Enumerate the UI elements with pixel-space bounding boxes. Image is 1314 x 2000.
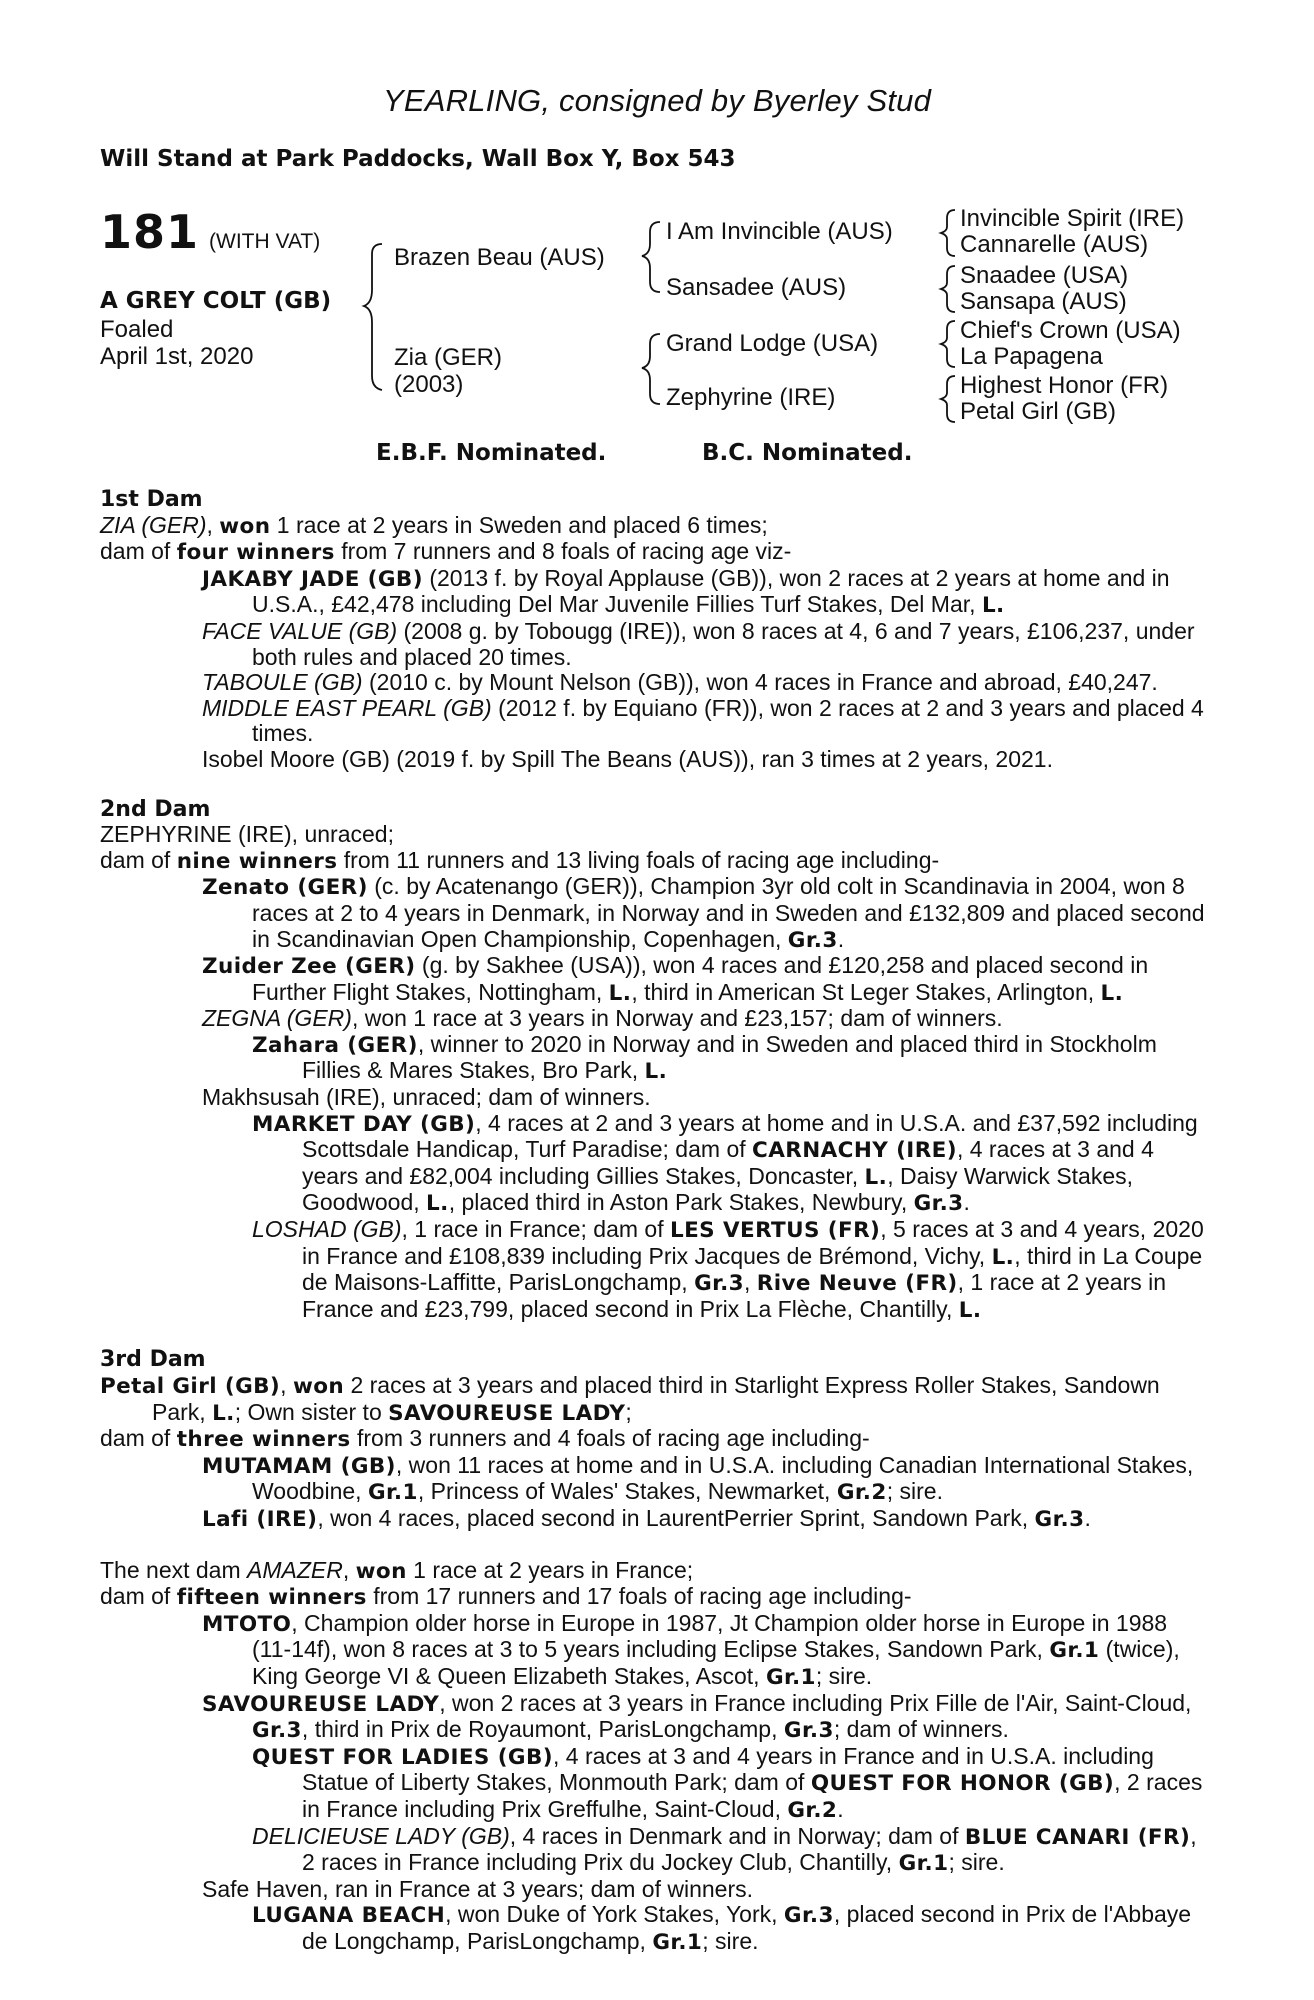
- produce-entry: [100, 1691, 1210, 1744]
- bold-text: won: [292, 1374, 345, 1399]
- bold-text: JAKABY JADE (GB): [202, 566, 423, 592]
- produce-entry: [100, 953, 1210, 1006]
- pedigree-gen3-5: Chief's Crown (USA): [960, 317, 1181, 344]
- italic-text: TABOULE (GB): [202, 669, 363, 696]
- text-run: , Champion older horse in Europe in 1987, Jt Champion older horse in Europe in 1988 (11-14f), won 8 races at 3 to 5 years including Eclipse Stakes, Sandown Park,: [252, 1609, 1174, 1663]
- text-run: , won 11 races at home and in U.S.A. including Canadian International Stakes, Woodbine,: [252, 1451, 1200, 1505]
- brace-sire: [642, 222, 660, 292]
- text-run: ,: [206, 511, 220, 538]
- bold-text: Gr.3: [787, 927, 838, 953]
- text-run: Safe Haven, ran in France at 3 years; dam of winners.: [202, 1875, 753, 1902]
- produce-entry: [100, 1032, 1210, 1085]
- text-run: dam of: [100, 846, 177, 873]
- text-run: , third in Prix de Royaumont, ParisLongchamp,: [301, 1716, 784, 1743]
- bold-text: Gr.3: [252, 1718, 302, 1744]
- second-dam-line: [100, 822, 1210, 848]
- bold-text: L.: [426, 1191, 449, 1217]
- italic-text: LOSHAD (GB): [252, 1216, 402, 1243]
- text-run: , third in American St Leger Stakes, Arlington,: [631, 978, 1101, 1005]
- brace-main: [364, 244, 382, 390]
- text-run: ;: [625, 1398, 632, 1425]
- produce-entry: [100, 1111, 1210, 1217]
- brace-g3-1: [941, 210, 955, 256]
- text-run: (twice), King George VI & Queen Elizabeth Stakes, Ascot,: [252, 1636, 1187, 1689]
- lot-number: 181: [100, 205, 200, 259]
- consignment-line: YEARLING, consigned by Byerley Stud: [382, 83, 932, 118]
- text-run: from 3 runners and 4 foals of racing age including-: [350, 1425, 870, 1452]
- bc-nominated: B.C. Nominated.: [702, 440, 913, 466]
- text-run: , 1 race in France; dam of: [401, 1216, 670, 1243]
- bold-text: Gr.1: [765, 1664, 816, 1690]
- bold-text: Rive Neuve (FR): [756, 1271, 958, 1297]
- text-run: ; dam of winners.: [833, 1716, 1009, 1743]
- bold-text: MARKET DAY (GB): [252, 1111, 476, 1137]
- text-run: .: [837, 925, 845, 952]
- bold-text: QUEST FOR HONOR (GB): [810, 1771, 1115, 1797]
- bold-text: fifteen winners: [176, 1585, 367, 1611]
- bold-text: nine winners: [176, 848, 338, 874]
- third-dam-heading: 3rd Dam: [100, 1347, 206, 1373]
- text-run: , third in La Coupe de Maisons-Laffitte, ParisLongchamp,: [302, 1242, 1209, 1296]
- text-run: , won 1 race at 3 years in Norway and £23,157; dam of winners.: [351, 1005, 1003, 1032]
- text-run: ,: [342, 1556, 356, 1583]
- text-run: , 4 races at 3 and 4 years in France and in U.S.A. including Statue of Liberty Stakes, Monmouth Park; dam of: [302, 1742, 1161, 1796]
- first-dam-heading: 1st Dam: [100, 487, 203, 512]
- text-run: ; sire.: [815, 1662, 873, 1689]
- family-details: [100, 487, 1210, 1955]
- pedigree-gen3-4: Sansapa (AUS): [960, 288, 1127, 315]
- bold-text: Gr.3: [783, 1903, 834, 1929]
- text-run: , placed third in Aston Park Stakes, Newbury,: [448, 1189, 914, 1216]
- bold-text: Gr.1: [367, 1480, 418, 1506]
- bold-text: Gr.3: [694, 1271, 744, 1297]
- brace-g3-4: [941, 376, 955, 422]
- pedigree-sire: Brazen Beau (AUS): [394, 244, 605, 271]
- pedigree-gen3-8: Petal Girl (GB): [960, 398, 1117, 425]
- text-run: (g. by Sakhee (USA)), won 4 races and £120,258 and placed second in Further Flight Stakes, Nottingham,: [252, 952, 1155, 1005]
- bold-text: L.: [958, 1297, 982, 1323]
- text-run: , 2 races in France including Prix du Jockey Club, Chantilly,: [302, 1822, 1203, 1876]
- bold-text: SAVOUREUSE LADY: [388, 1400, 626, 1426]
- produce-entry: [100, 619, 1210, 670]
- text-run: , 4 races in Denmark and in Norway; dam of: [509, 1822, 965, 1849]
- bold-text: Zahara (GER): [252, 1032, 418, 1058]
- produce-entry: [100, 1877, 1210, 1903]
- pedigree-sire-dam: Sansadee (AUS): [666, 274, 847, 301]
- third-dam-line: [100, 1373, 1210, 1426]
- produce-entry: [100, 670, 1210, 696]
- pedigree-gen3-1: Invincible Spirit (IRE): [960, 205, 1185, 232]
- second-dam-produce-line: [100, 848, 1210, 875]
- text-run: Makhsusah (IRE), unraced; dam of winners.: [202, 1084, 651, 1111]
- text-run: ; sire.: [886, 1478, 943, 1505]
- text-run: ,: [280, 1372, 293, 1398]
- pedigree-dam: [394, 344, 502, 398]
- text-run: , placed second in Prix de l'Abbaye de Longchamp, ParisLongchamp,: [302, 1901, 1198, 1954]
- bold-text: LUGANA BEACH: [252, 1903, 446, 1929]
- produce-entry: [100, 1506, 1210, 1533]
- bold-text: Gr.1: [898, 1851, 949, 1877]
- bold-text: won: [219, 513, 271, 539]
- text-run: dam of: [100, 1583, 177, 1610]
- italic-text: MIDDLE EAST PEARL (GB): [202, 694, 492, 721]
- brace-dam: [642, 334, 660, 404]
- bold-text: Gr.3: [783, 1718, 834, 1744]
- stand-location: Will Stand at Park Paddocks, Wall Box Y, Box 543: [100, 146, 736, 172]
- bold-text: MTOTO: [202, 1611, 292, 1637]
- produce-entry: [100, 1824, 1210, 1877]
- text-run: (c. by Acatenango (GER)), Champion 3yr old colt in Scandinavia in 2004, won 8 races at 2 to 4 years in Denmark, in Norway and in Sweden and £132,809 and placed second in Scandinavian Open Championship, Copenhagen,: [252, 873, 1211, 952]
- text-run: ZEPHYRINE (IRE), unraced;: [100, 821, 394, 848]
- text-run: 1 race at 2 years in Sweden and placed 6 times;: [270, 511, 768, 538]
- text-run: , Princess of Wales' Stakes, Newmarket,: [417, 1478, 837, 1505]
- italic-text: DELICIEUSE LADY (GB): [252, 1822, 510, 1849]
- text-run: , 5 races at 3 and 4 years, 2020 in France and £108,839 including Prix Jacques de Brémond, Vichy,: [302, 1216, 1211, 1269]
- bold-text: Petal Girl (GB): [100, 1374, 281, 1399]
- produce-entry: [100, 696, 1210, 747]
- text-run: , Daisy Warwick Stakes, Goodwood,: [302, 1162, 1140, 1216]
- bold-text: Zuider Zee (GER): [202, 954, 416, 980]
- foaled-label: Foaled: [100, 316, 174, 343]
- bold-text: MUTAMAM (GB): [202, 1453, 396, 1479]
- italic-text: ZEGNA (GER): [202, 1005, 352, 1032]
- bold-text: Gr.1: [652, 1929, 703, 1955]
- produce-entry: [100, 1453, 1210, 1506]
- bold-text: L.: [644, 1059, 668, 1085]
- bold-text: Lafi (IRE): [202, 1506, 318, 1532]
- text-run: .: [837, 1795, 844, 1822]
- bold-text: Gr.1: [1049, 1638, 1100, 1664]
- italic-text: ZIA (GER): [100, 511, 207, 538]
- text-run: , 1 race at 2 years in France and £23,799, placed second in Prix La Flèche, Chantilly,: [302, 1269, 1173, 1322]
- bold-text: L.: [212, 1400, 235, 1426]
- italic-text: FACE VALUE (GB): [202, 617, 398, 644]
- pedigree-sire-sire: I Am Invincible (AUS): [666, 218, 893, 245]
- produce-entry: [100, 1006, 1210, 1032]
- text-run: (2008 g. by Tobougg (IRE)), won 8 races at 4, 6 and 7 years, £106,237, under both rules and placed 20 times.: [252, 617, 1201, 670]
- bold-text: SAVOUREUSE LADY: [202, 1691, 440, 1717]
- pedigree-gen3-6: La Papagena: [960, 343, 1103, 370]
- text-run: .: [1084, 1504, 1091, 1531]
- bold-text: L.: [864, 1164, 888, 1190]
- produce-entry: [100, 1611, 1210, 1691]
- text-run: (2012 f. by Equiano (FR)), won 2 races at 2 and 3 years and placed 4 times.: [252, 694, 1211, 747]
- text-run: dam of: [100, 1425, 177, 1452]
- text-run: (2010 c. by Mount Nelson (GB)), won 4 races in France and abroad, £40,247.: [362, 669, 1158, 696]
- bold-text: Gr.2: [787, 1797, 838, 1823]
- first-dam-line: [100, 513, 1210, 540]
- bold-text: BLUE CANARI (FR): [964, 1824, 1191, 1850]
- bold-text: three winners: [176, 1427, 351, 1453]
- vat-label: (WITH VAT): [209, 230, 321, 253]
- pedigree-dam-dam: Zephyrine (IRE): [666, 384, 836, 411]
- first-dam-produce-line: [100, 539, 1210, 566]
- bold-text: Gr.3: [1034, 1506, 1085, 1532]
- text-run: (2013 f. by Royal Applause (GB)), won 2 races at 2 years at home and in U.S.A., £42,478 including Del Mar Juvenile Fillies Turf Stakes, Del Mar,: [252, 564, 1176, 618]
- produce-entry: [100, 566, 1210, 619]
- italic-text: AMAZER: [247, 1556, 343, 1583]
- produce-entry: [100, 1744, 1210, 1824]
- bold-text: Gr.2: [836, 1480, 887, 1506]
- text-run: dam of: [100, 538, 177, 565]
- pedigree-gen3-7: Highest Honor (FR): [960, 372, 1169, 399]
- produce-entry: [100, 874, 1210, 953]
- text-run: , won Duke of York Stakes, York,: [445, 1901, 784, 1928]
- text-run: from 17 runners and 17 foals of racing age including-: [366, 1583, 912, 1610]
- ebf-nominated: E.B.F. Nominated.: [376, 440, 607, 466]
- pedigree-dam-sire: Grand Lodge (USA): [666, 330, 879, 357]
- bold-text: QUEST FOR LADIES (GB): [252, 1744, 553, 1770]
- bold-text: won: [355, 1558, 407, 1584]
- pedigree-dam-name: Zia (GER): [394, 344, 502, 371]
- produce-entry: [100, 1217, 1210, 1323]
- bold-text: Gr.3: [913, 1191, 964, 1217]
- bold-text: Zenato (GER): [202, 875, 368, 901]
- text-run: , winner to 2020 in Norway and in Sweden and placed third in Stockholm Fillies & Mares Stakes, Bro Park,: [302, 1030, 1164, 1084]
- brace-g3-2: [941, 266, 955, 312]
- text-run: ; Own sister to: [234, 1398, 389, 1425]
- text-run: from 11 runners and 13 living foals of racing age including-: [337, 846, 940, 873]
- bold-text: LES VERTUS (FR): [669, 1218, 881, 1244]
- bold-text: L.: [991, 1244, 1015, 1270]
- text-run: .: [963, 1189, 970, 1216]
- text-run: ,: [744, 1269, 757, 1296]
- bold-text: four winners: [176, 540, 335, 566]
- text-run: 2 races at 3 years and placed third in Starlight Express Roller Stakes, Sandown Park,: [152, 1372, 1167, 1425]
- pedigree-dam-year: (2003): [394, 371, 464, 398]
- text-run: ; sire.: [702, 1927, 759, 1954]
- text-run: The next dam: [100, 1556, 248, 1583]
- foaled-info: [100, 316, 253, 370]
- pedigree-gen3-3: Snaadee (USA): [960, 262, 1129, 289]
- lot-header: [100, 205, 320, 259]
- text-run: , won 4 races, placed second in LaurentPerrier Sprint, Sandown Park,: [317, 1504, 1035, 1531]
- bold-text: CARNACHY (IRE): [752, 1138, 957, 1164]
- text-run: , 4 races at 3 and 4 years and £82,004 including Gillies Stakes, Doncaster,: [302, 1136, 1161, 1189]
- bold-text: L.: [608, 980, 632, 1006]
- bold-text: L.: [1100, 980, 1124, 1006]
- brace-g3-3: [941, 321, 955, 367]
- text-run: ; sire.: [948, 1849, 1005, 1876]
- produce-entry: [100, 747, 1210, 773]
- produce-entry: [100, 1902, 1210, 1955]
- horse-description: A GREY COLT (GB): [100, 288, 332, 314]
- pedigree-gen3-2: Cannarelle (AUS): [960, 231, 1149, 258]
- text-run: , won 2 races at 3 years in France including Prix Fille de l'Air, Saint-Cloud,: [439, 1689, 1198, 1716]
- next-dam-produce-line: [100, 1584, 1210, 1611]
- produce-entry: [100, 1085, 1210, 1111]
- next-dam-line: [100, 1558, 1210, 1585]
- text-run: , 4 races at 2 and 3 years at home and in U.S.A. and £37,592 including Scottsdale Handicap, Turf Paradise; dam of: [302, 1109, 1205, 1163]
- text-run: , 2 races in France including Prix Greffulhe, Saint-Cloud,: [302, 1769, 1209, 1822]
- foaled-date: April 1st, 2020: [100, 343, 254, 370]
- bold-text: L.: [981, 593, 1005, 619]
- third-dam-produce-line: [100, 1426, 1210, 1453]
- text-run: Isobel Moore (GB) (2019 f. by Spill The Beans (AUS)), ran 3 times at 2 years, 2021.: [202, 745, 1053, 772]
- second-dam-heading: 2nd Dam: [100, 796, 211, 822]
- text-run: 1 race at 2 years in France;: [406, 1556, 694, 1583]
- text-run: from 7 runners and 8 foals of racing age viz-: [334, 538, 792, 565]
